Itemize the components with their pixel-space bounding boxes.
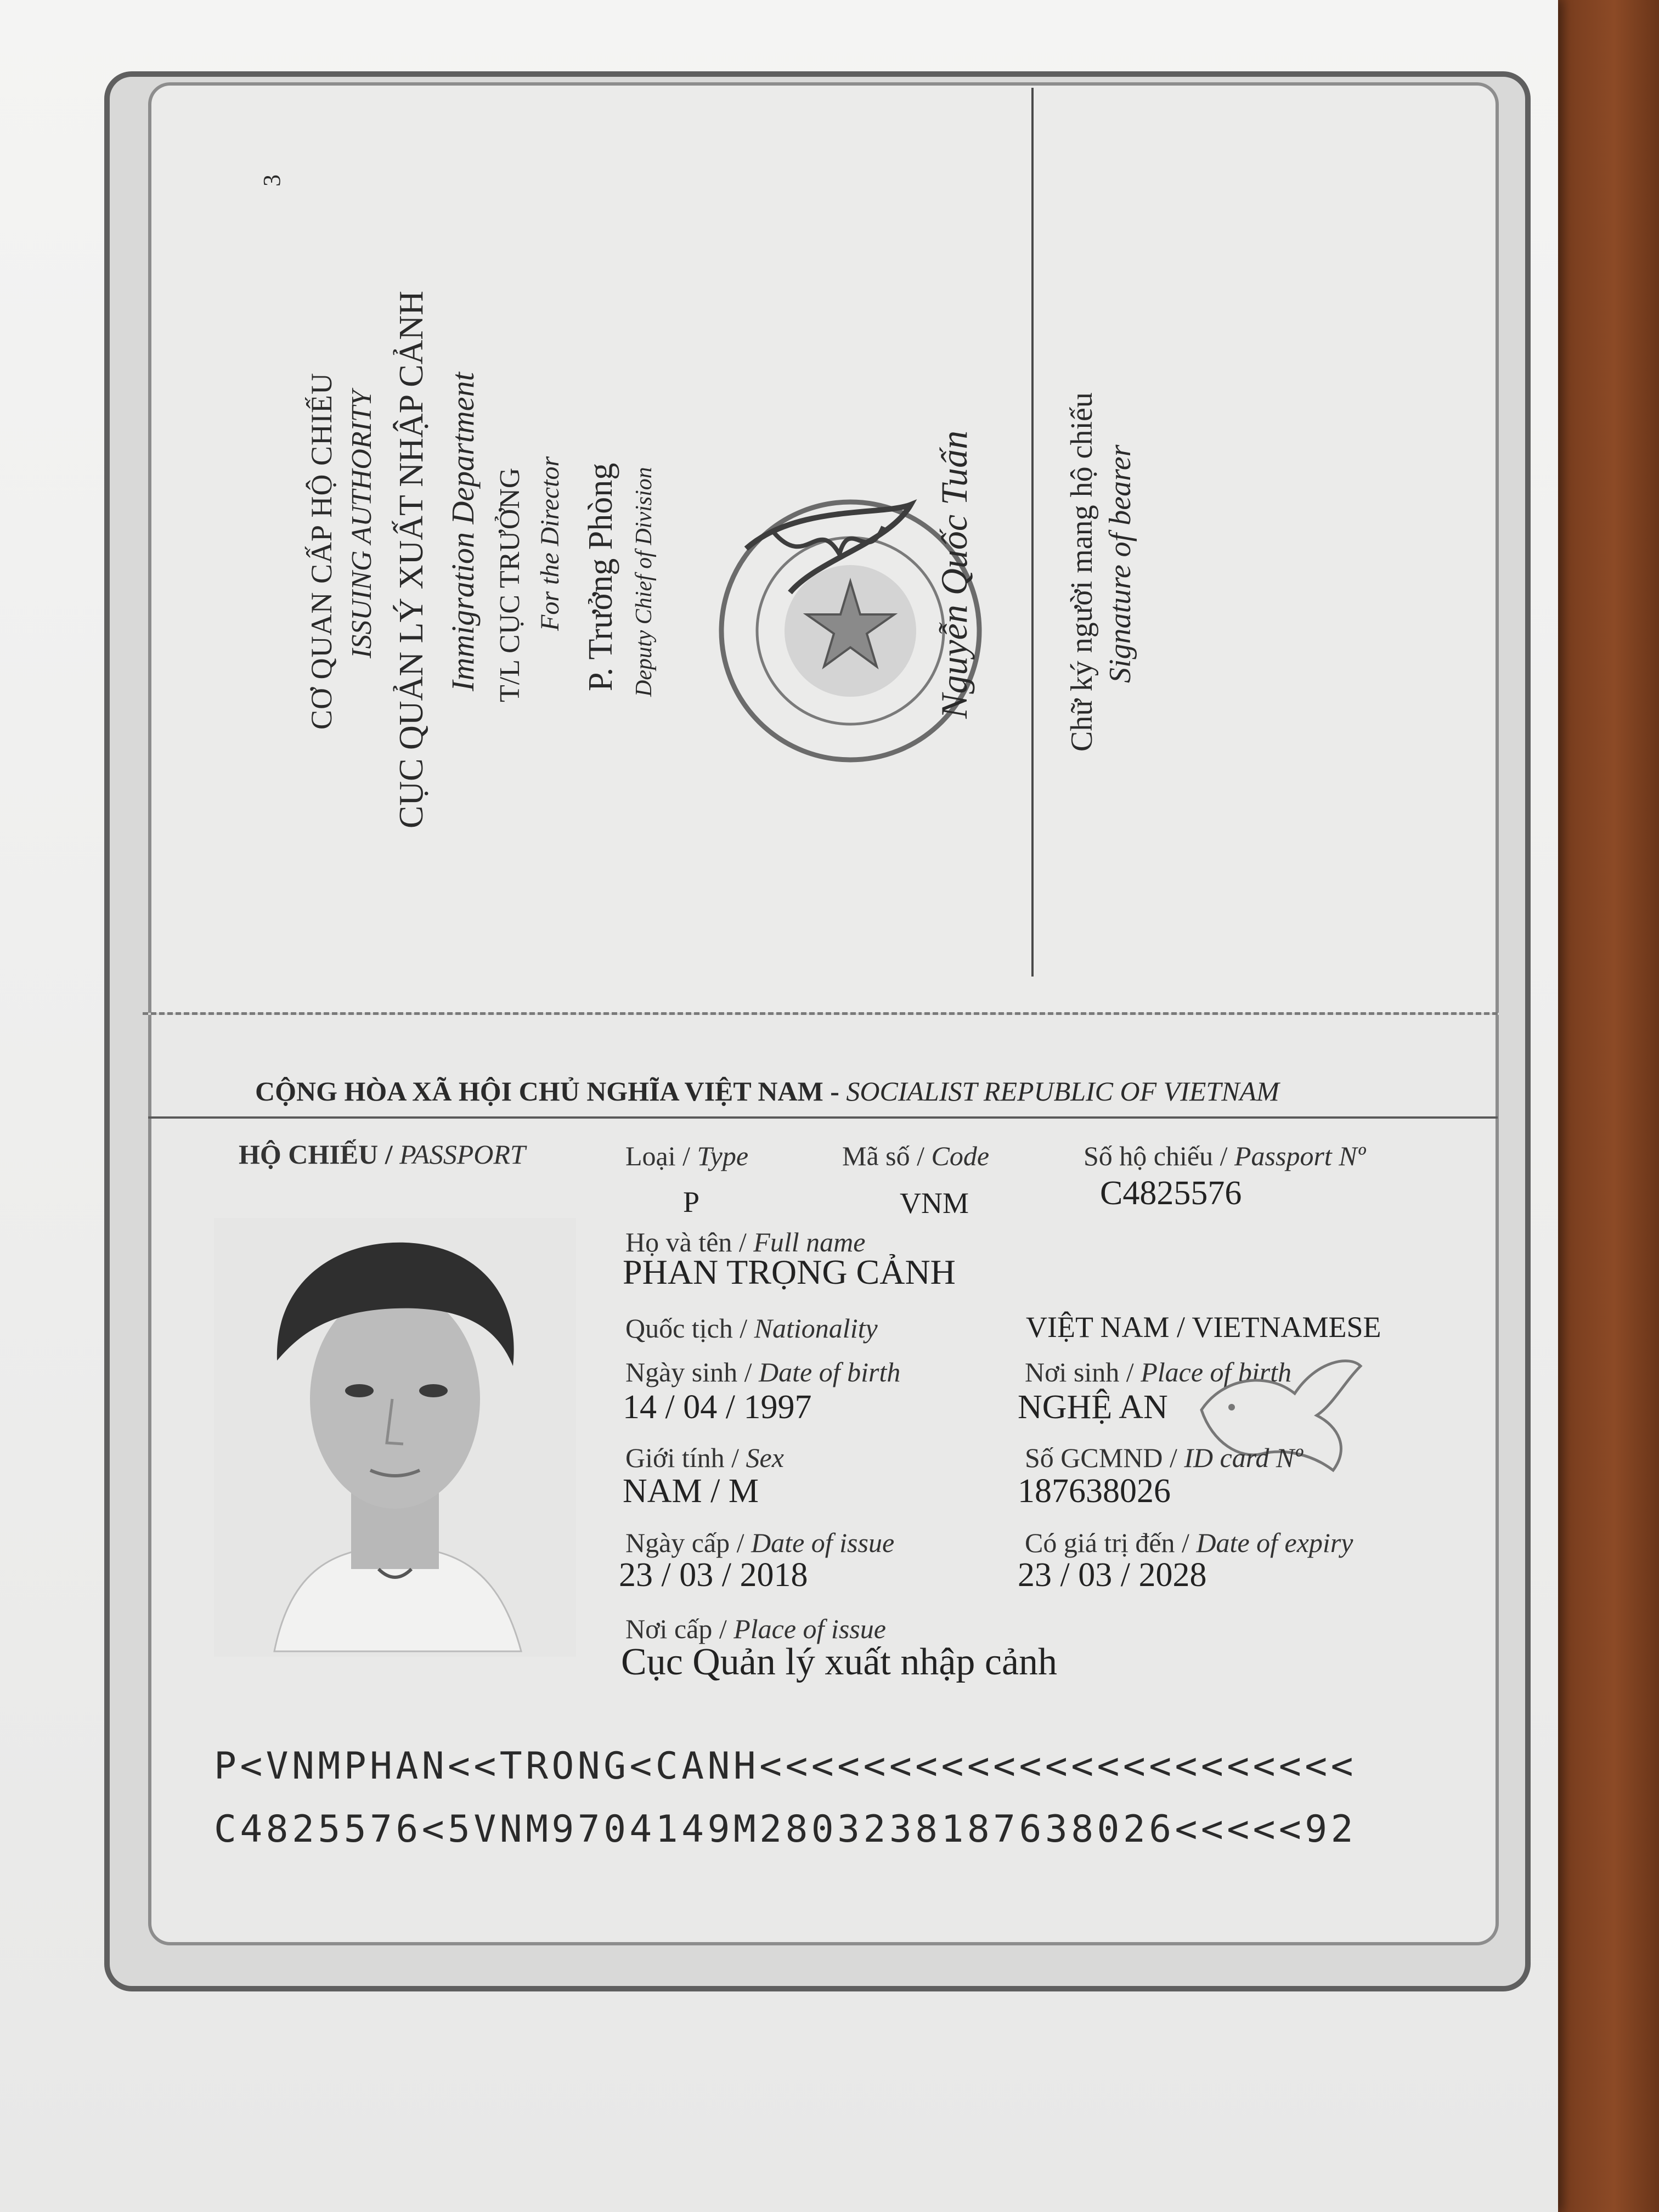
date-of-issue-label-vi: Ngày cấp / bbox=[625, 1527, 752, 1558]
sex-value: NAM / M bbox=[623, 1472, 759, 1510]
place-of-issue-value: Cục Quản lý xuất nhập cảnh bbox=[621, 1641, 1058, 1683]
nationality-label-vi: Quốc tịch / bbox=[625, 1313, 754, 1344]
holder-photo bbox=[214, 1218, 576, 1657]
document-title-vi: HỘ CHIẾU / bbox=[239, 1139, 400, 1170]
country-header-en: SOCIALIST REPUBLIC OF VIETNAM bbox=[846, 1076, 1279, 1107]
nationality-value: VIỆT NAM / VIETNAMESE bbox=[1026, 1311, 1381, 1344]
date-of-issue-value: 23 / 03 / 2018 bbox=[619, 1556, 808, 1594]
id-card-label-vi: Số GCMND / bbox=[1025, 1442, 1184, 1473]
type-label bbox=[625, 1140, 748, 1172]
signature-divider bbox=[1031, 88, 1034, 977]
date-of-expiry-value: 23 / 03 / 2028 bbox=[1018, 1556, 1207, 1594]
passport-number-label-vi: Số hộ chiếu / bbox=[1084, 1141, 1234, 1171]
deputy-title-vi: P. Trưởng Phòng bbox=[582, 462, 619, 691]
document-title bbox=[239, 1138, 526, 1170]
country-header bbox=[255, 1075, 1279, 1107]
dob-label-en: Date of birth bbox=[759, 1357, 901, 1387]
department-en: Immigration Department bbox=[445, 372, 481, 691]
date-of-expiry-label bbox=[1025, 1527, 1353, 1559]
country-header-vi: CỘNG HÒA XÃ HỘI CHỦ NGHĨA VIỆT NAM - bbox=[255, 1076, 847, 1107]
full-name-label-vi: Họ và tên / bbox=[625, 1227, 754, 1257]
wooden-table-background bbox=[1547, 0, 1659, 2212]
nationality-label-en: Nationality bbox=[754, 1313, 878, 1344]
code-label bbox=[842, 1140, 989, 1172]
bearer-signature-label-vi: Chữ ký người mang hộ chiếu bbox=[1065, 392, 1099, 752]
mrz-line-2: C4825576<5VNM9704149M2803238187638026<<<<<92 bbox=[214, 1808, 1357, 1851]
page-number: 3 bbox=[258, 174, 285, 187]
code-label-vi: Mã số / bbox=[842, 1141, 932, 1171]
place-of-issue-label-vi: Nơi cấp / bbox=[625, 1613, 734, 1644]
place-of-birth-label-en: Place of birth bbox=[1141, 1357, 1292, 1387]
date-of-expiry-label-vi: Có giá trị đến / bbox=[1025, 1527, 1197, 1558]
id-card-label-en: ID card Nº bbox=[1184, 1442, 1303, 1473]
type-label-vi: Loại / bbox=[625, 1141, 697, 1171]
department-vi: CỤC QUẢN LÝ XUẤT NHẬP CẢNH bbox=[393, 291, 430, 828]
id-card-value: 187638026 bbox=[1018, 1472, 1171, 1510]
issuing-authority-en: ISSUING AUTHORITY bbox=[346, 390, 377, 658]
code-label-en: Code bbox=[931, 1141, 990, 1171]
issuing-authority-vi: CƠ QUAN CẤP HỘ CHIẾU bbox=[305, 372, 338, 730]
date-of-issue-label bbox=[625, 1527, 894, 1559]
type-value: P bbox=[683, 1186, 700, 1218]
place-of-birth-value: NGHỆ AN bbox=[1018, 1389, 1168, 1426]
sex-label-en: Sex bbox=[746, 1442, 784, 1473]
sex-label-vi: Giới tính / bbox=[625, 1442, 746, 1473]
date-of-expiry-label-en: Date of expiry bbox=[1196, 1527, 1353, 1558]
passport-number-label-en: Passport Nº bbox=[1234, 1141, 1366, 1171]
signer-name: Nguyễn Quốc Tuấn bbox=[933, 430, 975, 719]
id-card-label bbox=[1025, 1442, 1303, 1474]
code-value: VNM bbox=[900, 1187, 969, 1220]
bearer-signature-label-en: Signature of bearer bbox=[1103, 444, 1137, 683]
full-name-value: PHAN TRỌNG CẢNH bbox=[623, 1252, 956, 1291]
for-director-vi: T/L CỤC TRƯỞNG bbox=[494, 467, 526, 702]
deputy-title-en: Deputy Chief of Division bbox=[631, 467, 657, 697]
place-of-issue-label-en: Place of issue bbox=[733, 1613, 886, 1644]
dob-label-vi: Ngày sinh / bbox=[625, 1357, 759, 1387]
passport-number-label bbox=[1084, 1140, 1365, 1172]
mrz-line-1: P<VNMPHAN<<TRONG<CANH<<<<<<<<<<<<<<<<<<<<<<< bbox=[214, 1745, 1357, 1788]
dob-label bbox=[625, 1356, 900, 1388]
full-name-label-en: Full name bbox=[753, 1227, 866, 1257]
place-of-birth-label-vi: Nơi sinh / bbox=[1025, 1357, 1141, 1387]
nationality-label bbox=[625, 1312, 878, 1344]
date-of-issue-label-en: Date of issue bbox=[751, 1527, 895, 1558]
dob-value: 14 / 04 / 1997 bbox=[623, 1389, 812, 1426]
passport-number-value: C4825576 bbox=[1100, 1175, 1242, 1212]
document-title-en: PASSPORT bbox=[399, 1139, 526, 1170]
for-director-en: For the Director bbox=[535, 456, 565, 631]
header-rule bbox=[148, 1116, 1498, 1119]
type-label-en: Type bbox=[697, 1141, 749, 1171]
sex-label bbox=[625, 1442, 784, 1474]
